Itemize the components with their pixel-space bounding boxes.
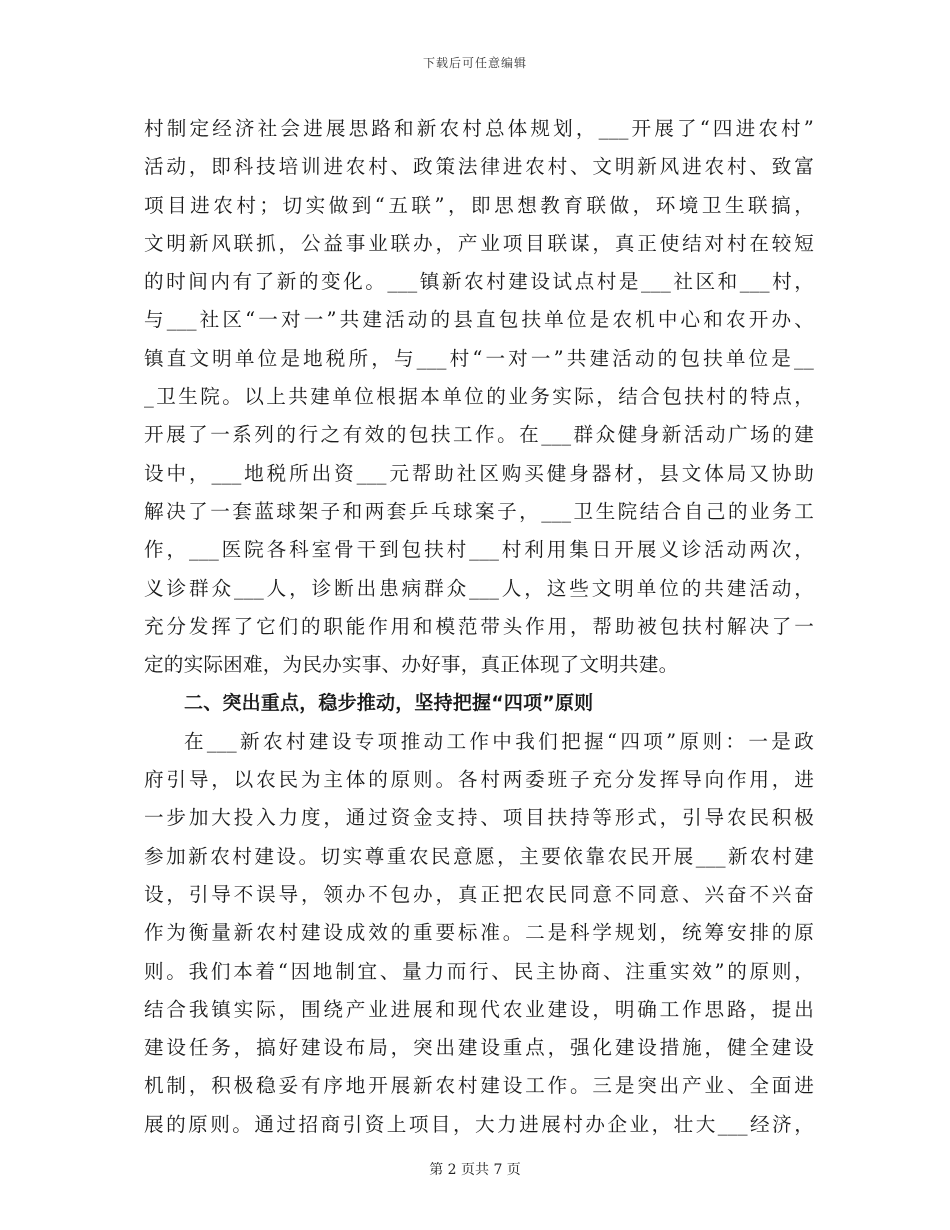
text-line: 则。我们本着“因地制宜、量力而行、民主协商、注重实效”的原则，: [144, 959, 814, 983]
text-line: 与___社区“一对一”共建活动的县直包扶单位是农机中心和农开办、: [144, 308, 814, 332]
text-line: 设，引导不误导，领办不包办，真正把农民同意不同意、兴奋不兴奋: [144, 882, 814, 906]
text-line: 建设任务，搞好建设布局，突出建设重点，强化建设措施，健全建设: [144, 1036, 814, 1060]
text-line: 开展了一系列的行之有效的包扶工作。在___群众健身新活动广场的建: [144, 423, 814, 447]
text-line: 一步加大投入力度，通过资金支持、项目扶持等形式，引导农民积极: [144, 806, 814, 830]
text-line: 结合我镇实际，围绕产业进展和现代农业建设，明确工作思路，提出: [144, 997, 814, 1021]
text-line: 展的原则。通过招商引资上项目，大力进展村办企业，壮大___经济，: [144, 1112, 814, 1136]
text-line: 解决了一套蓝球架子和两套乒乓球案子，___卫生院结合自己的业务工: [144, 499, 814, 523]
text-line: 项目进农村；切实做到“五联”，即思想教育联做，环境卫生联搞，: [144, 193, 814, 217]
text-line: 活动，即科技培训进农村、政策法律进农村、文明新风进农村、致富: [144, 155, 814, 179]
text-line: 村制定经济社会进展思路和新农村总体规划，___开展了“四进农村”: [144, 117, 814, 140]
text-line: 义诊群众___人，诊断出患病群众___人，这些文明单位的共建活动，: [144, 576, 814, 600]
text-line: 在___新农村建设专项推动工作中我们把握“四项”原则：一是政: [184, 729, 814, 753]
text-line: 充分发挥了它们的职能作用和模范带头作用，帮助被包扶村解决了一: [144, 614, 814, 638]
section-heading: 二、突出重点，稳步推动，坚持把握“四项”原则: [184, 692, 594, 715]
text-line: 设中，___地税所出资___元帮助社区购买健身器材，县文体局又协助: [144, 461, 814, 485]
text-line: 作，___医院各科室骨干到包扶村___村利用集日开展义诊活动两次，: [144, 538, 814, 562]
page-header: 下载后可任意编辑: [422, 56, 527, 70]
text-line: 镇直文明单位是地税所，与___村“一对一”共建活动的包扶单位是__: [144, 346, 814, 370]
text-line: _卫生院。以上共建单位根据本单位的业务实际，结合包扶村的特点，: [144, 385, 814, 409]
body-text: [144, 110, 814, 1144]
text-line: 府引导，以农民为主体的原则。各村两委班子充分发挥导向作用，进: [144, 768, 814, 792]
text-line: 参加新农村建设。切实尊重农民意愿，主要依靠农民开展___新农村建: [144, 844, 814, 868]
text-line: 文明新风联抓，公益事业联办，产业项目联谋，真正使结对村在较短: [144, 231, 814, 255]
text-line: 机制，积极稳妥有序地开展新农村建设工作。三是突出产业、全面进: [144, 1074, 814, 1098]
text-line: 作为衡量新农村建设成效的重要标准。二是科学规划，统筹安排的原: [144, 921, 814, 945]
text-line: 定的实际困难，为民办实事、办好事，真正体现了文明共建。: [144, 653, 679, 677]
text-line: 的时间内有了新的变化。___镇新农村建设试点村是___社区和___村，: [144, 270, 814, 294]
page-footer: 第 2 页共 7 页: [429, 1162, 521, 1178]
